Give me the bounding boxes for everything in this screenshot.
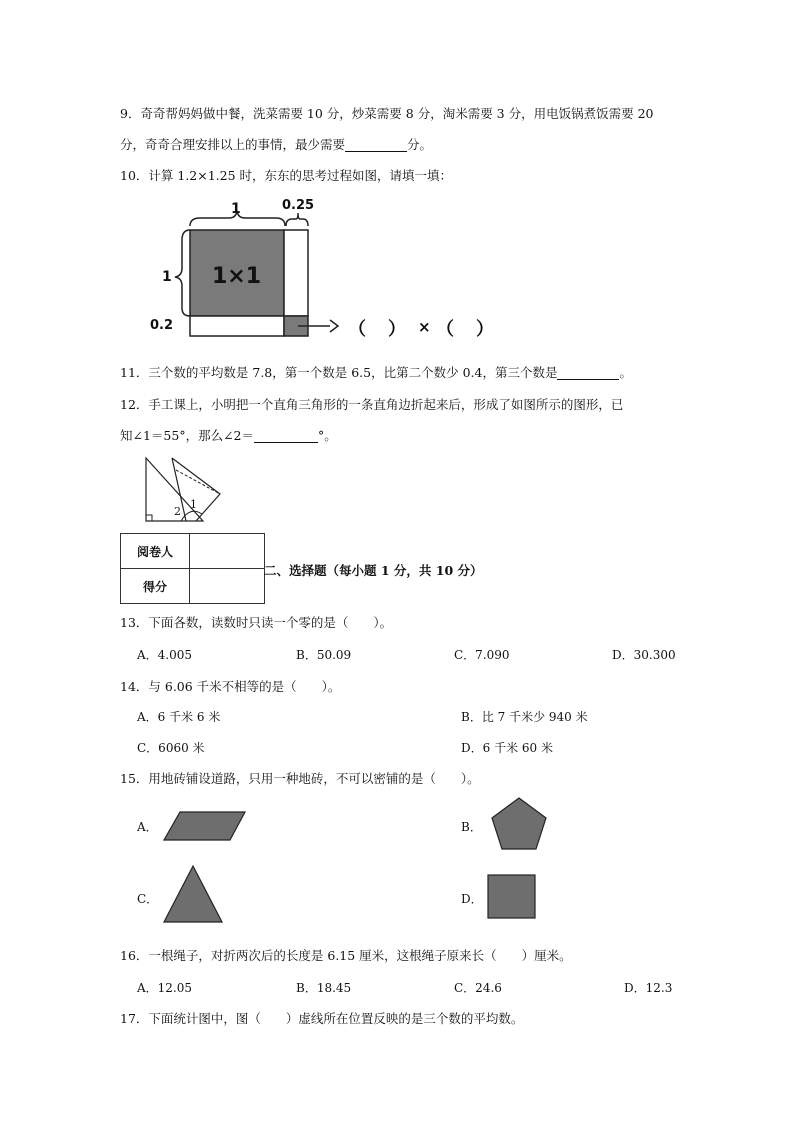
parallelogram-icon bbox=[164, 812, 245, 840]
q12-angle2-label: 2 bbox=[174, 505, 181, 518]
q15-option-c[interactable]: C． bbox=[137, 892, 159, 906]
q12-line1: 12．手工课上，小明把一个直角三角形的一条直角边折起来后，形成了如图所示的图形，已 bbox=[120, 397, 624, 412]
q14-option-b[interactable]: B．比 7 千米少 940 米 bbox=[461, 710, 588, 724]
q10-paren-right-2: ） bbox=[476, 319, 494, 340]
q12-line2-text: 知∠1＝55°，那么∠2＝ bbox=[120, 428, 255, 443]
grader-label: 阅卷人 bbox=[121, 534, 190, 569]
q11-text: 11．三个数的平均数是 7.8，第一个数是 6.5，比第二个数少 0.4，第三个数是 bbox=[120, 365, 558, 380]
q9-line1: 9．奇奇帮妈妈做中餐，洗菜需要 10 分，炒菜需要 8 分，淘米需要 3 分，用电饭锅煮饭需要 20 bbox=[120, 106, 654, 121]
q13-option-c[interactable]: C．7.090 bbox=[454, 648, 510, 662]
q15-text: 15．用地砖铺设道路，只用一种地砖，不可以密铺的是（ ）。 bbox=[120, 771, 480, 786]
q10-times-sign: × bbox=[418, 318, 431, 336]
q10-paren-left-1: （ bbox=[348, 319, 366, 340]
q16-option-d[interactable]: D．12.3 bbox=[624, 981, 673, 995]
q15-option-a[interactable]: A． bbox=[137, 820, 158, 834]
q16-text: 16．一根绳子，对折两次后的长度是 6.15 厘米，这根绳子原来长（ ）厘米。 bbox=[120, 948, 572, 963]
q10-paren-right-1: ） bbox=[388, 319, 406, 340]
q10-label-top-025: 0.25 bbox=[282, 198, 315, 213]
q14-option-a[interactable]: A．6 千米 6 米 bbox=[137, 710, 221, 724]
q10-label-top-1: 1 bbox=[231, 201, 241, 217]
q13-option-a[interactable]: A．4.005 bbox=[137, 648, 193, 662]
q10-text: 10．计算 1.2×1.25 时，东东的思考过程如图，请填一填： bbox=[120, 168, 453, 183]
q16-option-b[interactable]: B．18.45 bbox=[296, 981, 352, 995]
q11-end: 。 bbox=[619, 365, 632, 380]
q13-option-d[interactable]: D．30.300 bbox=[612, 648, 676, 662]
q13-option-b[interactable]: B．50.09 bbox=[296, 648, 352, 662]
q10-paren-left-2: （ bbox=[436, 319, 454, 340]
pentagon-icon bbox=[492, 798, 546, 849]
q15-option-b[interactable]: B． bbox=[461, 820, 482, 834]
triangle-icon bbox=[164, 866, 222, 922]
q14-option-c[interactable]: C．6060 米 bbox=[137, 741, 205, 755]
q17-text: 17．下面统计图中，图（ ）虚线所在位置反映的是三个数的平均数。 bbox=[120, 1011, 524, 1026]
q14-text: 14．与 6.06 千米不相等的是（ ）。 bbox=[120, 679, 341, 694]
q12-line2-end: °。 bbox=[318, 428, 337, 443]
square-icon bbox=[488, 875, 535, 918]
q16-option-c[interactable]: C．24.6 bbox=[454, 981, 502, 995]
q10-label-left-02: 0.2 bbox=[150, 318, 174, 333]
q10-center-label: 1×1 bbox=[212, 264, 262, 289]
q10-label-left-1: 1 bbox=[162, 269, 172, 285]
q12-angle1-label: 1 bbox=[190, 498, 197, 511]
q13-text: 13．下面各数，读数时只读一个零的是（ ）。 bbox=[120, 615, 393, 630]
q15-option-d[interactable]: D． bbox=[461, 892, 483, 906]
q9-line2-text: 分，奇奇合理安排以上的事情，最少需要 bbox=[120, 137, 346, 152]
section2-title: 二、选择题（每小题 1 分，共 10 分） bbox=[264, 563, 483, 578]
q14-option-d[interactable]: D．6 千米 60 米 bbox=[461, 741, 553, 755]
q9-line2-end: 分。 bbox=[407, 137, 433, 152]
q16-option-a[interactable]: A．12.05 bbox=[137, 981, 193, 995]
score-label: 得分 bbox=[121, 569, 190, 604]
